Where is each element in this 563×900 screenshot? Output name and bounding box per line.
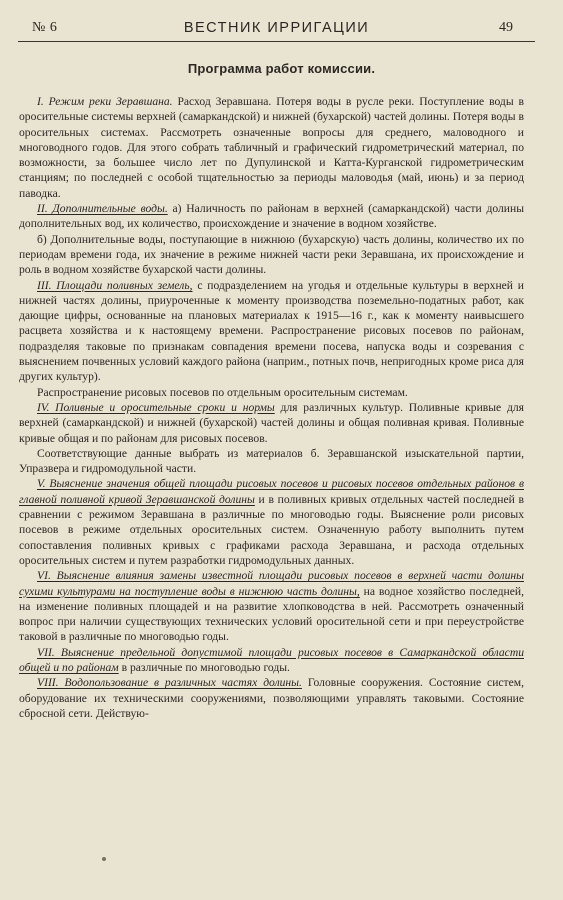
paragraph-2-text: а) Наличность по районам в верхней (самаркандской) части долины дополнительных вод, их количество, происхождение и значение в водном хозяйстве. (19, 202, 524, 231)
paragraph-1-heading: I. Режим реки Зеравшана. (37, 95, 173, 108)
paragraph-7 (19, 446, 524, 477)
paragraph-1-text: Расход Зеравшана. Потеря воды в русле реки. Поступление воды в оросительные системы верхней (самаркандской) и нижней (бухарской) частей долины. Потеря воды в оросительных системах. Рассмотреть означенные вопросы для среднего, маловодного и многоводного годов. Для этого собрать табличный и графический гидрометрический материал, по возможности, за большее число лет по Дупулинской и Катта-Курганской гидрометрическим станциям; по последней с особой тщательностью за периоды маловодья (май, июнь) и за период паводка. (19, 95, 524, 200)
paragraph-11-heading: VIII. Водопользование в различных частях долины. (37, 676, 302, 690)
paragraph-10 (19, 645, 524, 676)
paragraph-3-text: б) Дополнительные воды, поступающие в нижнюю (бухарскую) часть долины, количество их по периодам времени года, их значение в режиме нижней части реки Зеравшана, их происхождение и роль в водном хозяйстве бухарской части долины. (19, 232, 524, 277)
paragraph-4-heading: III. Площади поливных земель, (37, 278, 193, 292)
paragraph-10-heading: VII. Выяснение предельной допустимой площади рисовых посевов в Самаркандской области общей и по районам (19, 645, 524, 674)
issue-number: № 6 (32, 20, 58, 35)
paragraph-10-text: в различные по многоводью годы. (118, 660, 290, 674)
body-text (19, 94, 524, 721)
paragraph-7-text: Соответствующие данные выбрать из материалов б. Зеравшанской изыскательной партии, Упразвера и гидромодульной части. (19, 446, 524, 476)
paragraph-2 (19, 201, 524, 232)
paragraph-8 (19, 476, 524, 568)
paragraph-6-heading: IV. Поливные и оросительные сроки и нормы (37, 400, 275, 414)
journal-title: ВЕСТНИК ИРРИГАЦИИ (183, 20, 370, 36)
paragraph-8-heading: V. Выяснение значения общей площади рисовых посевов и рисовых посевов отдельных районов в главной поливной кривой Зеравшанской долины (19, 477, 524, 506)
paragraph-8-text: и в поливных кривых отдельных частей последней в сравнении с режимом Зеравшана в различные по многоводью годы. Выяснение роли рисовых посевов в режиме отдельных оросительных систем. Означенную работу выполнить путем сопоставления поливных кривых с графиками расхода Зеравшана, и расхода отдельных оросительных систем и путем разработки гидромодульных данных. (19, 492, 524, 567)
paragraph-11 (19, 675, 524, 721)
paragraph-6-text: для различных культур. Поливные кривые для верхней (самаркандской) и нижней (бухарской) частей долины и общая поливная кривая. Поливные кривые общая и по районам для рисовых посевов. (19, 400, 524, 445)
paragraph-4-text: с подразделением на угодья и отдельные культуры в верхней и нижней частях долины, приуроченные к моменту производства поземельно-податных работ, как дающие цифры, основанные на плановых материалах к 1915—16 г., как к моменту наивысшего расцвета хозяйства и к настоящему времени. Распространение рисовых посевов по районам, подразделяя таковые по признакам совпадения времени посева, напуска воды и созревания с выяснением почвенных условий каждого района (наприм., потных почв, непригодных кроме риса для других культур). (19, 278, 524, 384)
paragraph-5 (19, 385, 524, 400)
paragraph-9-text: на водное хозяйство последней, на изменение поливных площадей и на развитие хлопководства в ней. Рассмотреть означенный вопрос при наличии существующих технических условий оросительной сети и при переустройстве таковой в различные по многоводью годы. (19, 584, 524, 644)
paragraph-3 (19, 232, 524, 278)
paragraph-4 (19, 278, 524, 385)
paragraph-2-heading: II. Дополнительные воды. (37, 202, 168, 216)
paragraph-9-heading: VI. Выяснение влияния замены известной площади рисовых посевов в верхней части долины сухими культурами на поступление воды в нижнюю часть долины, (19, 569, 524, 598)
section-title: Программа работ комиссии. (187, 61, 376, 76)
paragraph-1 (19, 94, 524, 201)
paragraph-11-text: Головные сооружения. Состояние систем, оборудование их техническими сооружениями, позволяющими управлять таковыми. Состояние сбросной сети. Действую- (19, 676, 525, 720)
running-header (18, 20, 535, 42)
page-number: 49 (499, 20, 513, 35)
paragraph-9 (19, 568, 524, 644)
header-rule (18, 41, 535, 42)
paragraph-5-text: Распространение рисовых посевов по отдельным оросительным системам. (37, 385, 408, 399)
paragraph-6 (19, 400, 524, 446)
ink-speck (102, 857, 106, 861)
